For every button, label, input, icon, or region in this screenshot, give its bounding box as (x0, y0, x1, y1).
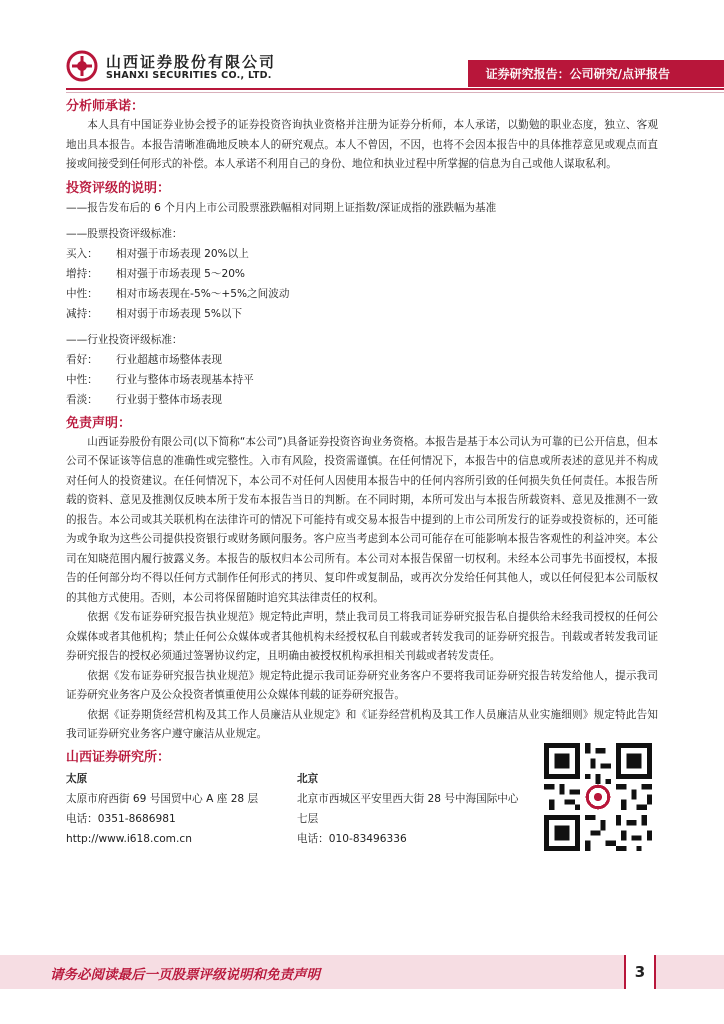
disclaimer-title: 免责声明： (66, 415, 132, 431)
office-city: 北京 (297, 772, 319, 785)
taiyuan-office (66, 769, 288, 849)
rating-desc: 行业与整体市场表现基本持平 (116, 373, 254, 386)
industry-rating-row (66, 390, 658, 410)
page-number-text: 3 (634, 963, 646, 981)
qr-code-icon (544, 743, 652, 851)
rating-label: 中性： (66, 287, 98, 300)
company-name-cn: 山西证券股份有限公司 (106, 53, 277, 71)
rating-label: 看淡： (66, 393, 98, 406)
report-type: 证券研究报告：公司研究/点评报告 (485, 67, 670, 81)
office-phone: 电话：010-83496336 (297, 832, 407, 845)
office-address: 北京市西城区平安里西大街 28 号中海国际中心七层 (297, 792, 519, 825)
office-city: 太原 (66, 772, 88, 785)
page-header (0, 0, 724, 95)
disclaimer-paragraph: 山西证券股份有限公司(以下简称“本公司”)具备证券投资咨询业务资格。本报告是基于本公司认为可靠的已公开信息，但本公司不保证该等信息的准确性或完整性。入市有风险，投资需谨慎。在任何情况下，本报告中的信息或所表述的意见并不构成对任何人的投资建议。在任何情况下，本公司不对任何人因使用本报告中的任何内容所引致的任何损失负任何责任。本报告所载的资料、意见及推测仅反映本所于发布本报告当日的判断。在不同时期，本所可发出与本报告所载资料、意见及推测不一致的报告。本公司或其关联机构在法律许可的情况下可能持有或交易本报告中提到的上市公司所发行的证券或投资标的，还可能为或争取为这些公司提供投资银行或财务顾问服务。客户应当考虑到本公司可能存在可能影响本报告客观性的利益冲突。本公司在知晓范围内履行披露义务。本报告的版权归本公司所有。本公司对本报告保留一切权利。未经本公司事先书面授权，本报告的任何部分均不得以任何方式制作任何形式的拷贝、复印件或复制品，或再次分发给任何其他人，或以任何侵犯本公司版权的其他方式使用。否则，本公司将保留随时追究其法律责任的权利。 (66, 435, 658, 604)
office-phone: 电话：0351-8686981 (66, 812, 176, 825)
rating-desc: 行业超越市场整体表现 (116, 353, 222, 366)
rating-label: 减持： (66, 307, 98, 320)
disclaimer-paragraph: 依据《发布证券研究报告执业规范》规定特此声明，禁止我司员工将我司证券研究报告私自提供给未经我司授权的任何公众媒体或者其他机构；禁止任何公众媒体或者其他机构未经授权私自刊载或者转发我司的证券研究报告。刊载或者转发我司证券研究报告的授权必须通过签署协议约定，且明确由被授权机构承担相关刊载或者转发责任。 (66, 611, 658, 662)
industry-rating-row (66, 370, 658, 390)
institute-contacts (66, 769, 658, 869)
page-content (66, 98, 658, 869)
office-address: 太原市府西街 69 号国贸中心 A 座 28 层 (66, 792, 259, 805)
rating-desc: 相对强于市场表现 5～20% (116, 267, 245, 280)
rating-desc: 相对弱于市场表现 5%以下 (116, 307, 243, 320)
rating-label: 中性： (66, 373, 98, 386)
stock-rating-header: ——股票投资评级标准： (66, 227, 183, 240)
rating-desc: 相对市场表现在-5%～+5%之间波动 (116, 287, 290, 300)
analyst-commitment-title: 分析师承诺： (66, 99, 145, 114)
institute-title: 山西证券研究所： (66, 749, 171, 765)
industry-rating-header: ——行业投资评级标准： (66, 333, 183, 346)
footer-band (0, 955, 724, 989)
rating-label: 增持： (66, 267, 98, 280)
rating-label: 看好： (66, 353, 98, 366)
stock-rating-row (66, 304, 658, 324)
disclaimer-paragraph: 依据《证券期货经营机构及其工作人员廉洁从业规定》和《证券经营机构及其工作人员廉洁从业实施细则》规定特此告知我司证券研究业务客户遵守廉洁从业规定。 (66, 708, 658, 740)
header-band (468, 60, 724, 87)
industry-rating-row (66, 350, 658, 370)
rating-desc: 相对强于市场表现 20%以上 (116, 247, 249, 260)
rating-basis: ——报告发布后的 6 个月内上市公司股票涨跌幅相对同期上证指数/深证成指的涨跌幅为基准 (66, 201, 497, 214)
rating-title: 投资评级的说明： (66, 180, 171, 196)
stock-rating-row (66, 284, 658, 304)
website-link[interactable]: http://www.i618.com.cn (66, 832, 192, 845)
stock-rating-row (66, 244, 658, 264)
header-divider (66, 88, 724, 90)
rating-desc: 行业弱于整体市场表现 (116, 393, 222, 406)
analyst-commitment-text: 本人具有中国证券业协会授予的证券投资咨询执业资格并注册为证券分析师，本人承诺，以勤勉的职业态度，独立、客观地出具本报告。本报告清晰准确地反映本人的研究观点。本人不曾因，不因，也将不会因本报告中的具体推荐意见或观点而直接或间接受到任何形式的补偿。本人承诺不利用自己的身份、地位和执业过程中所掌握的信息为自己或他人谋取私利。 (66, 119, 658, 170)
company-name-en: SHANXI SECURITIES CO., LTD. (106, 70, 272, 81)
rating-label: 买入： (66, 247, 98, 260)
footer-notice: 请务必阅读最后一页股票评级说明和免责声明 (50, 967, 320, 983)
disclaimer-paragraph: 依据《发布证券研究报告执业规范》规定特此提示我司证券研究业务客户不要将我司证券研究报告转发给他人，提示我司证券研究业务客户及公众投资者慎重使用公众媒体刊载的证券研究报告。 (66, 669, 658, 701)
beijing-office (297, 769, 527, 849)
header-divider-thin (66, 92, 724, 93)
stock-rating-row (66, 264, 658, 284)
company-logo-icon (66, 50, 98, 82)
page-number (624, 955, 656, 989)
